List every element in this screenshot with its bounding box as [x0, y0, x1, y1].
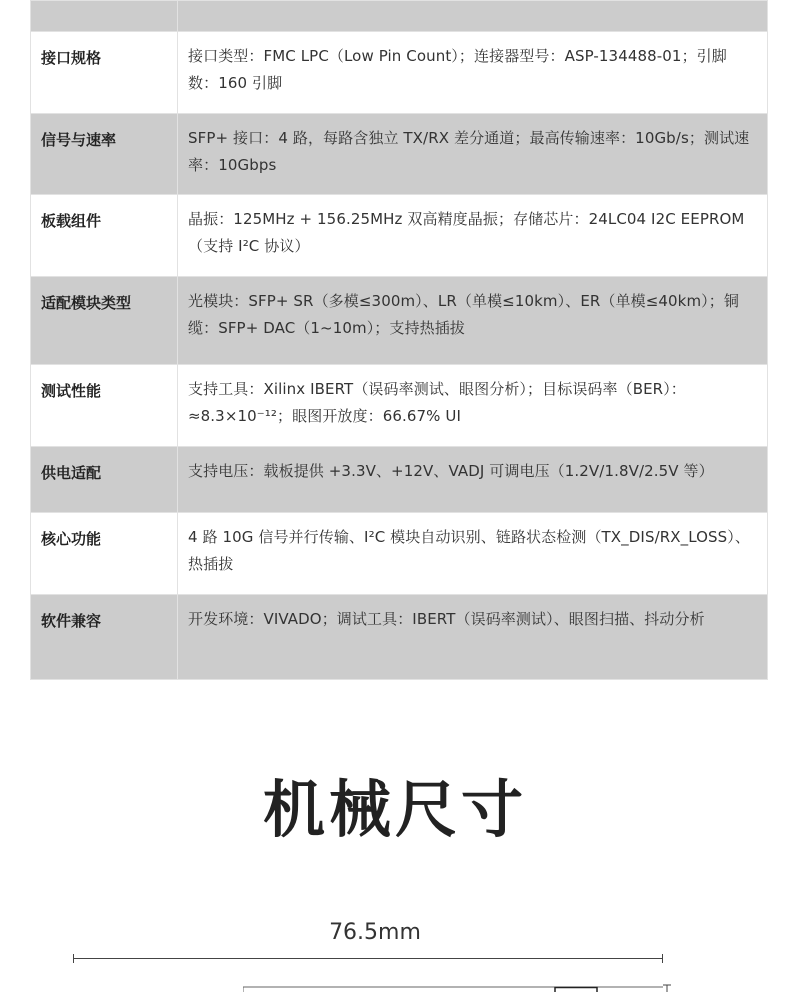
spec-key: 核心功能	[41, 530, 102, 548]
spec-value-cell	[178, 513, 768, 595]
dimension-tick-left	[73, 954, 74, 963]
spec-key-cell	[31, 195, 178, 277]
spec-value: 接口类型：FMC LPC（Low Pin Count）；连接器型号：ASP-134488-01；引脚数：160 引脚	[188, 47, 727, 92]
dimension-tick-right	[662, 954, 663, 963]
spec-key	[31, 1, 177, 17]
spec-key: 接口规格	[41, 49, 102, 67]
table-row	[31, 195, 768, 277]
spec-key-cell	[31, 114, 178, 195]
spec-value-cell	[178, 595, 768, 680]
spec-key-cell	[31, 447, 178, 513]
spec-key: 测试性能	[41, 382, 102, 400]
spec-value: 光模块：SFP+ SR（多模≤300m）、LR（单模≤10km）、ER（单模≤40km）；铜缆：SFP+ DAC（1~10m）；支持热插拔	[188, 292, 739, 337]
spec-key-cell	[31, 365, 178, 447]
spec-key: 软件兼容	[41, 612, 102, 630]
spec-key-cell	[31, 513, 178, 595]
table-row	[31, 513, 768, 595]
spec-value: 晶振：125MHz + 156.25MHz 双高精度晶振；存储芯片：24LC04 I2C EEPROM（支持 I²C 协议）	[188, 210, 745, 255]
spec-value-cell	[178, 1, 768, 32]
dimension-line	[73, 958, 663, 959]
spec-value-cell	[178, 365, 768, 447]
table-row	[31, 365, 768, 447]
spec-key: 供电适配	[41, 464, 102, 482]
table-row	[31, 32, 768, 114]
spec-key: 板载组件	[41, 212, 102, 230]
spec-table	[30, 0, 768, 680]
spec-value	[178, 1, 767, 12]
spec-value: SFP+ 接口：4 路，每路含独立 TX/RX 差分通道；最高传输速率：10Gb/s；测试速率：10Gbps	[188, 129, 750, 174]
table-row	[31, 277, 768, 365]
spec-value: 支持电压：载板提供 +3.3V、+12V、VADJ 可调电压（1.2V/1.8V/2.5V 等）	[188, 462, 714, 480]
connector-outline	[555, 988, 597, 992]
spec-value-cell	[178, 114, 768, 195]
spec-value: 开发环境：VIVADO；调试工具：IBERT（误码率测试）、眼图扫描、抖动分析	[188, 610, 705, 628]
spec-value-cell	[178, 32, 768, 114]
table-row	[31, 1, 768, 32]
table-row	[31, 595, 768, 680]
spec-key-cell	[31, 595, 178, 680]
spec-key-cell	[31, 277, 178, 365]
spec-value: 支持工具：Xilinx IBERT（误码率测试、眼图分析）；目标误码率（BER）：≈8.3×10⁻¹²；眼图开放度：66.67% UI	[188, 380, 686, 425]
spec-value: 4 路 10G 信号并行传输、I²C 模块自动识别、链路状态检测（TX_DIS/RX_LOSS）、热插拔	[188, 528, 750, 573]
spec-value-cell	[178, 277, 768, 365]
spec-value-cell	[178, 447, 768, 513]
spec-key: 信号与速率	[41, 131, 117, 149]
spec-key-cell	[31, 1, 178, 32]
spec-key-cell	[31, 32, 178, 114]
spec-key: 适配模块类型	[41, 294, 132, 312]
dimension-label: 76.5mm	[329, 920, 421, 945]
board-outline-drawing	[243, 984, 676, 992]
spec-value-cell	[178, 195, 768, 277]
section-title: 机械尺寸	[262, 773, 527, 846]
table-row	[31, 114, 768, 195]
table-row	[31, 447, 768, 513]
